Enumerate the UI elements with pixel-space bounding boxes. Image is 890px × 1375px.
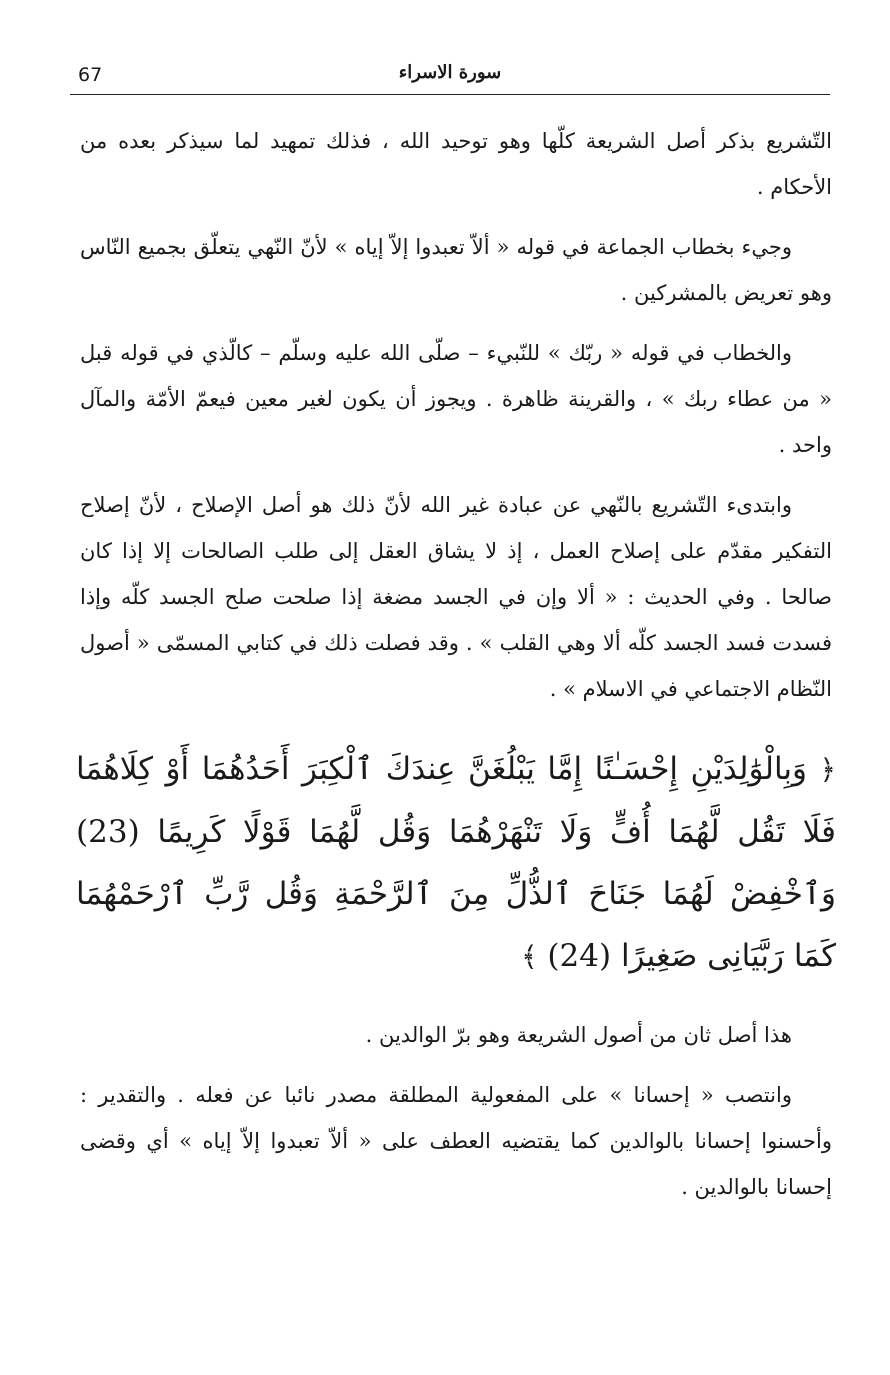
page-number: 67: [78, 64, 103, 86]
verse-23-number: (23): [76, 814, 140, 850]
header-rule: [70, 94, 830, 95]
quran-verses: [76, 738, 836, 988]
paragraph-2: وجيء بخطاب الجماعة في قوله « ألاّ تعبدوا إلاّ إياه » لأنّ النّهي يتعلّق بجميع النّاس وهو تعريض بالمشركين .: [80, 235, 832, 305]
commentary-paragraph-1: هذا أصل ثان من أصول الشريعة وهو برّ الوالدين .: [365, 1023, 792, 1047]
commentary-paragraph-2: وانتصب « إحسانا » على المفعولية المطلقة مصدر نائبا عن فعله . والتقدير : وأحسنوا إحسانا بالوالدين كما يقتضيه العطف على « ألاّ تعبدوا إلاّ إياه » أي وقضى إحسانا بالوالدين .: [80, 1083, 832, 1199]
page-header: [70, 62, 830, 96]
tafsir-body: [80, 118, 832, 726]
verse-24-text: وَٱخْفِضْ لَهُمَا جَنَاحَ ٱلذُّلِّ مِنَ ٱلرَّحْمَةِ وَقُل رَّبِّ ٱرْحَمْهُمَا كَمَا رَبَّيَانِى صَغِيرًا: [76, 876, 836, 974]
paragraph-3: والخطاب في قوله « ربّك » للنّبيء – صلّى الله عليه وسلّم – كالّذي في قوله قبل « من عطاء ربك » ، والقرينة ظاهرة . ويجوز أن يكون لغير معين فيعمّ الأمّة والمآل واحد .: [80, 341, 832, 457]
verse-23-text: وَبِالْوَٰلِدَيْنِ إِحْسَـٰنًا إِمَّا يَبْلُغَنَّ عِندَكَ ٱلْكِبَرَ أَحَدُهُمَا أَوْ كِلَاهُمَا فَلَا تَقُل لَّهُمَا أُفٍّ وَلَا تَنْهَرْهُمَا وَقُل لَّهُمَا قَوْلًا كَرِيمًا: [76, 751, 837, 850]
verse-24-number: (24): [547, 938, 612, 974]
commentary-body: [80, 1012, 832, 1224]
quran-open-bracket: ﴿: [819, 753, 836, 786]
quran-close-bracket: ﴾: [521, 940, 538, 973]
paragraph-1: التّشريع بذكر أصل الشريعة كلّها وهو توحيد الله ، فذلك تمهيد لما سيذكر بعده من الأحكام .: [80, 129, 832, 199]
running-title: سورة الاسراء: [398, 62, 502, 83]
paragraph-4: وابتدىء التّشريع بالنّهي عن عبادة غير الله لأنّ ذلك هو أصل الإصلاح ، لأنّ إصلاح التفكير مقدّم على إصلاح العمل ، إذ لا يشاق العقل إلى طلب الصالحات إلا إذا كان صالحا . وفي الحديث : « ألا وإن في الجسد مضغة إذا صلحت صلح الجسد كلّه وإذا فسدت فسد الجسد كلّه ألا وهي القلب » . وقد فصلت ذلك في كتابي المسمّى « أصول النّظام الاجتماعي في الاسلام » .: [80, 493, 832, 701]
